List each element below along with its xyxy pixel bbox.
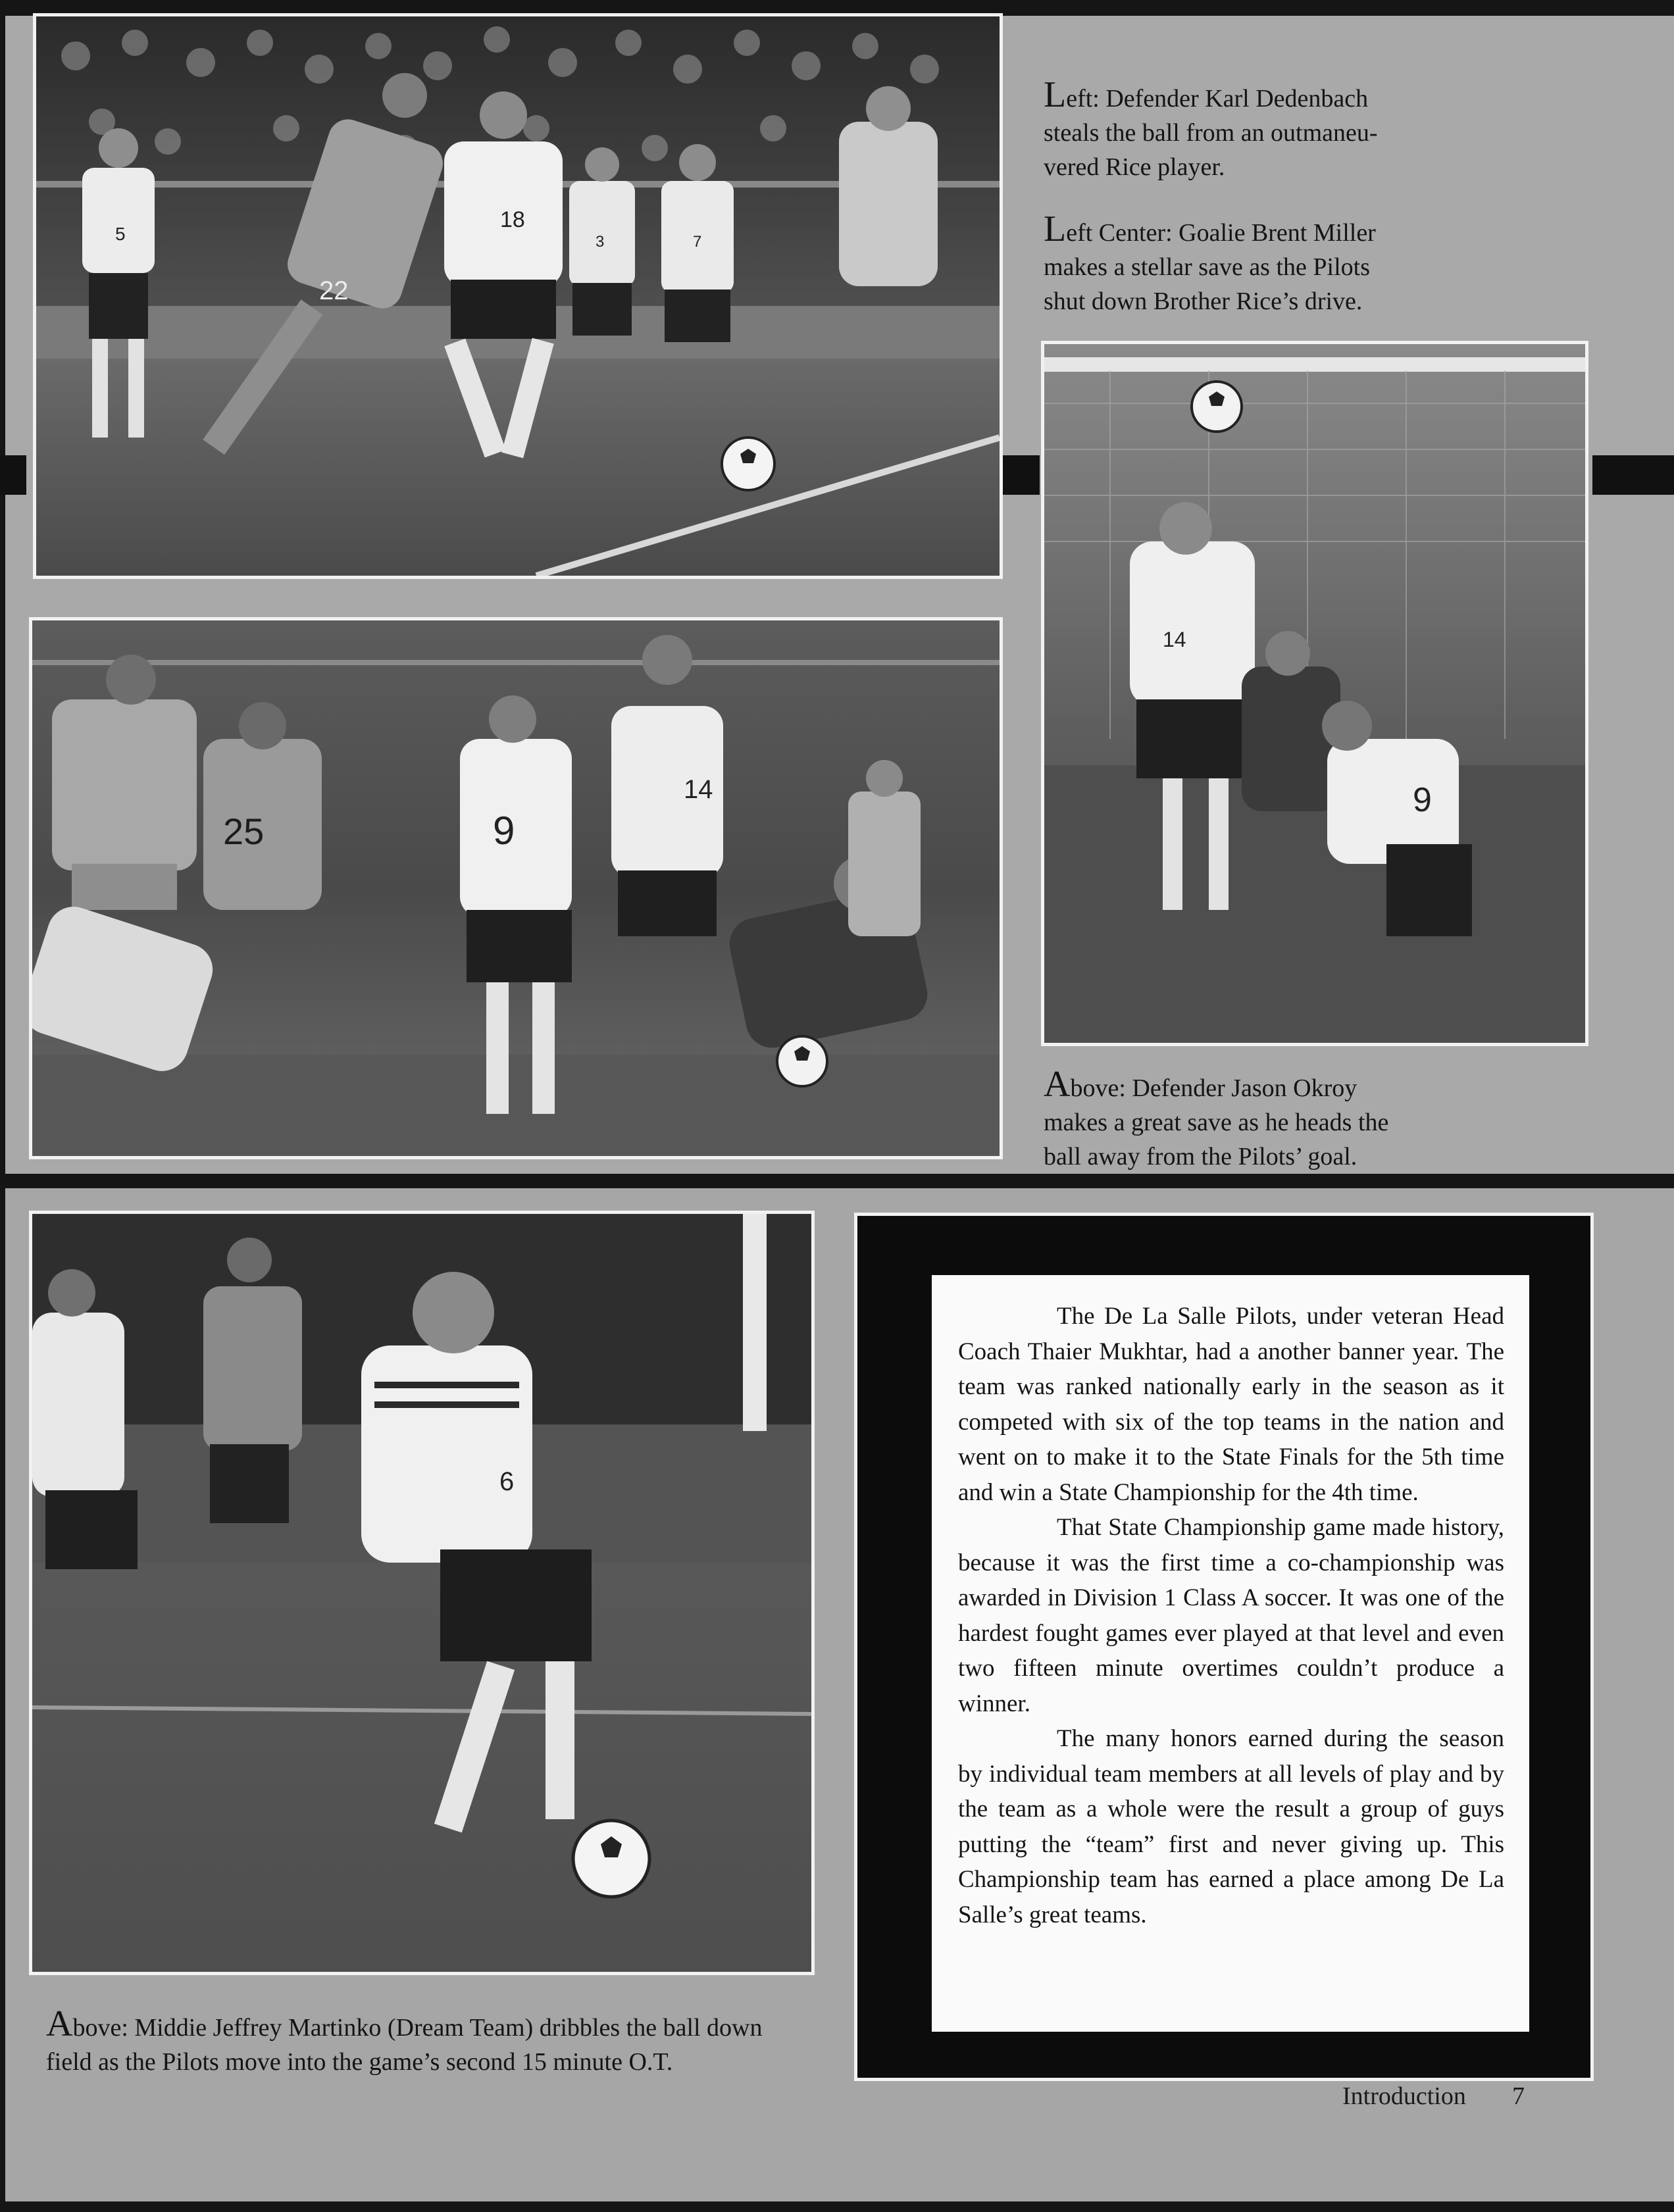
article-paragraph: The many honors earned during the season by individual team members at all levels of play and by the team as a whole were the result a group of guys putting the “team” first and never giving up. This Championship team has earned a place among De La Salle’s great teams. [958, 1725, 1504, 1928]
caption-left [1044, 74, 1491, 184]
caption-line: makes a stellar save as the Pilots [1044, 253, 1370, 281]
photo-header-save-image [1044, 344, 1585, 1043]
jersey-number: 9 [493, 809, 515, 853]
photo-defender-steal-image [36, 16, 1000, 576]
jersey-number: 3 [596, 233, 605, 251]
article-paragraph: The De La Salle Pilots, under veteran Head Coach Thaier Mukhtar, had a another banner year. The team was ranked nationally early in the season as it competed with six of the top teams in the nation and went on to make it to the State Finals for the 5th time and win a State Championship for the 4th time. [958, 1303, 1504, 1506]
photo-midfielder-dribble [29, 1211, 815, 1975]
jersey-number: 14 [1163, 628, 1186, 651]
black-band-right [1592, 455, 1674, 495]
black-band-middle [1000, 455, 1040, 495]
photo-midfielder-dribble-image [32, 1214, 811, 1972]
jersey-number: 14 [684, 775, 713, 804]
jersey-number: 18 [500, 207, 525, 232]
caption-line: bove: Middie Jeffrey Martinko (Dream Team) dribbles the ball down [72, 2014, 763, 2042]
caption-line: vered Rice player. [1044, 153, 1225, 181]
caption-line: field as the Pilots move into the game’s second 15 minute O.T. [46, 2048, 673, 2076]
caption-above-right [1044, 1064, 1491, 1174]
caption-line: eft Center: Goalie Brent Miller [1066, 219, 1376, 247]
caption-line: steals the ball from an outmaneu- [1044, 119, 1378, 147]
photo-goalie-save-image [32, 620, 1000, 1156]
article-box [932, 1275, 1529, 2032]
photo-header-save [1041, 341, 1588, 1046]
jersey-number: 6 [499, 1467, 515, 1496]
caption-above-bottom [46, 2003, 829, 2079]
article-paragraph: That State Championship game made history, because it was the first time a co-championship was awarded in Division 1 Class A soccer. It was one of the hardest fought games ever played at that level and even two fifteen minute overtimes couldn’t produce a winner. [958, 1514, 1504, 1717]
jersey-number: 7 [693, 233, 702, 251]
photo-defender-steal [33, 13, 1003, 579]
caption-line: shut down Brother Rice’s drive. [1044, 288, 1363, 315]
caption-line: ball away from the Pilots’ goal. [1044, 1143, 1357, 1170]
caption-initial: L [1044, 74, 1067, 115]
caption-initial: A [1044, 1064, 1071, 1105]
black-band-left [0, 455, 26, 495]
caption-initial: L [1044, 209, 1067, 249]
jersey-number: 22 [319, 276, 349, 305]
caption-line: bove: Defender Jason Okroy [1070, 1074, 1357, 1102]
photo-goalie-save [29, 617, 1003, 1159]
caption-line: makes a great save as he heads the [1044, 1109, 1389, 1136]
section-label: Introduction [1342, 2082, 1466, 2110]
caption-initial: A [46, 2003, 73, 2044]
caption-left-center [1044, 209, 1491, 318]
jersey-number: 25 [223, 811, 265, 852]
jersey-number: 5 [115, 224, 126, 244]
jersey-number: 9 [1413, 781, 1432, 819]
page-number: 7 [1512, 2082, 1525, 2110]
caption-line: eft: Defender Karl Dedenbach [1066, 85, 1369, 113]
